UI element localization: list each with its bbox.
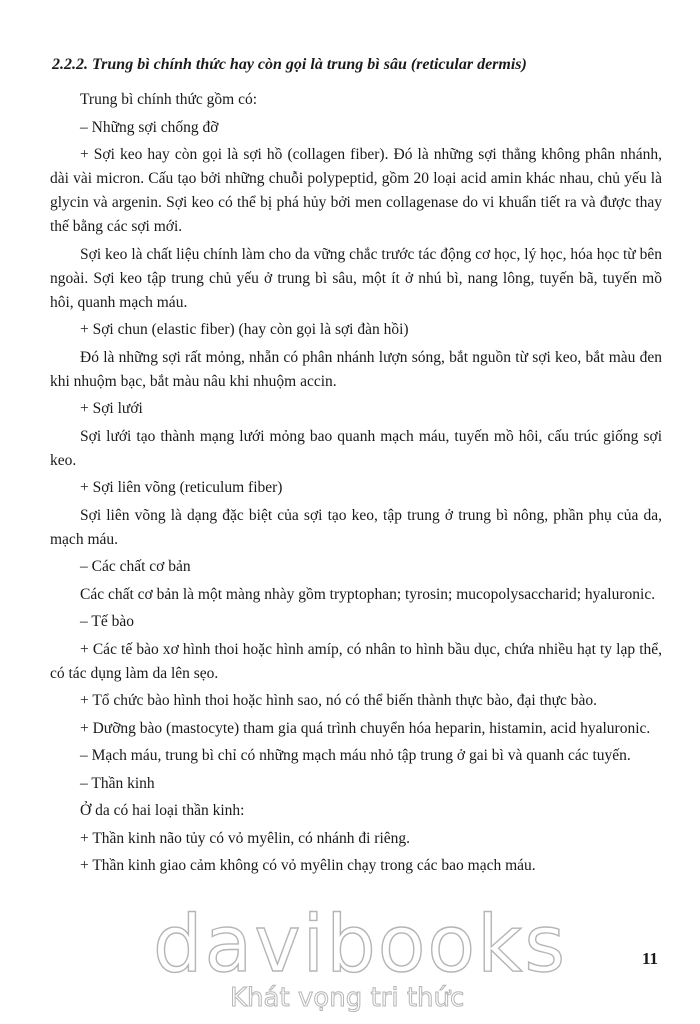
paragraph: + Sợi liên võng (reticulum fiber) xyxy=(80,479,283,496)
paragraph: Các chất cơ bản là một màng nhày gồm tryptophan; tyrosin; mucopolysaccharid; hyaluronic. xyxy=(80,585,656,603)
page-number: 11 xyxy=(642,949,659,968)
watermark-tagline: Khát vọng tri thức xyxy=(230,983,465,1013)
paragraph: Sợi keo là chất liệu chính làm cho da vững chắc trước tác động cơ học, lý học, hóa học từ bên ngoài. Sợi keo tập trung chủ yếu ở trung bì sâu, một ít ở nhú bì, nang lông, tuyến bã, tuyến mồ hôi, quanh mạch máu. xyxy=(50,245,662,311)
body-text xyxy=(50,88,662,882)
paragraph: Trung bì chính thức gồm có: xyxy=(80,91,258,108)
paragraph: + Thần kinh giao cảm không có vỏ myêlin chạy trong các bao mạch máu. xyxy=(80,857,536,874)
paragraph: + Sợi keo hay còn gọi là sợi hồ (collagen fiber). Đó là những sợi thẳng không phân nhánh, dài vài micron. Cấu tạo bởi những chuỗi polypeptid, gồm 20 loại acid amin khác nhau, chủ yếu là glycin và argenin. Sợi keo có thể bị phá hủy bởi men collagenase do vi khuẩn tiết ra và được thay thế bằng các sợi mới. xyxy=(50,146,662,235)
paragraph: + Thần kinh não tủy có vỏ myêlin, có nhánh đi riêng. xyxy=(80,829,411,847)
paragraph: – Mạch máu, trung bì chỉ có những mạch máu nhỏ tập trung ở gai bì và quanh các tuyến. xyxy=(80,747,631,764)
paragraph: Sợi liên võng là dạng đặc biệt của sợi tạo keo, tập trung ở trung bì nông, phần phụ của da, mạch máu. xyxy=(50,506,662,548)
paragraph: – Tế bào xyxy=(80,613,134,630)
paragraph: Sợi lưới tạo thành mạng lưới mỏng bao quanh mạch máu, tuyến mồ hôi, cấu trúc giống sợi keo. xyxy=(50,427,662,469)
paragraph: – Những sợi chống đỡ xyxy=(80,118,219,136)
section-heading: 2.2.2. Trung bì chính thức hay còn gọi là trung bì sâu (reticular dermis) xyxy=(52,56,527,73)
watermark xyxy=(150,900,570,1013)
watermark-brand: davibooks xyxy=(153,900,567,990)
paragraph: – Thần kinh xyxy=(80,774,155,792)
paragraph: + Dưỡng bào (mastocyte) tham gia quá trình chuyển hóa heparin, histamin, acid hyaluronic. xyxy=(80,719,651,737)
paragraph: + Tổ chức bào hình thoi hoặc hình sao, nó có thể biến thành thực bào, đại thực bào. xyxy=(80,692,598,709)
paragraph: + Các tế bào xơ hình thoi hoặc hình amíp, có nhân to hình bầu dục, chứa nhiều hạt ty lạp thể, có tác dụng làm da lên sẹo. xyxy=(50,640,662,682)
paragraph: + Sợi lưới xyxy=(80,400,143,417)
paragraph: + Sợi chun (elastic fiber) (hay còn gọi là sợi đàn hồi) xyxy=(80,321,409,338)
paragraph: – Các chất cơ bản xyxy=(80,558,191,575)
paragraph: Ở da có hai loại thần kinh: xyxy=(80,802,245,819)
paragraph: Đó là những sợi rất mỏng, nhẵn có phân nhánh lượn sóng, bắt nguồn từ sợi keo, bắt màu đen khi nhuộm bạc, bắt màu nâu khi nhuộm accin. xyxy=(50,348,662,390)
